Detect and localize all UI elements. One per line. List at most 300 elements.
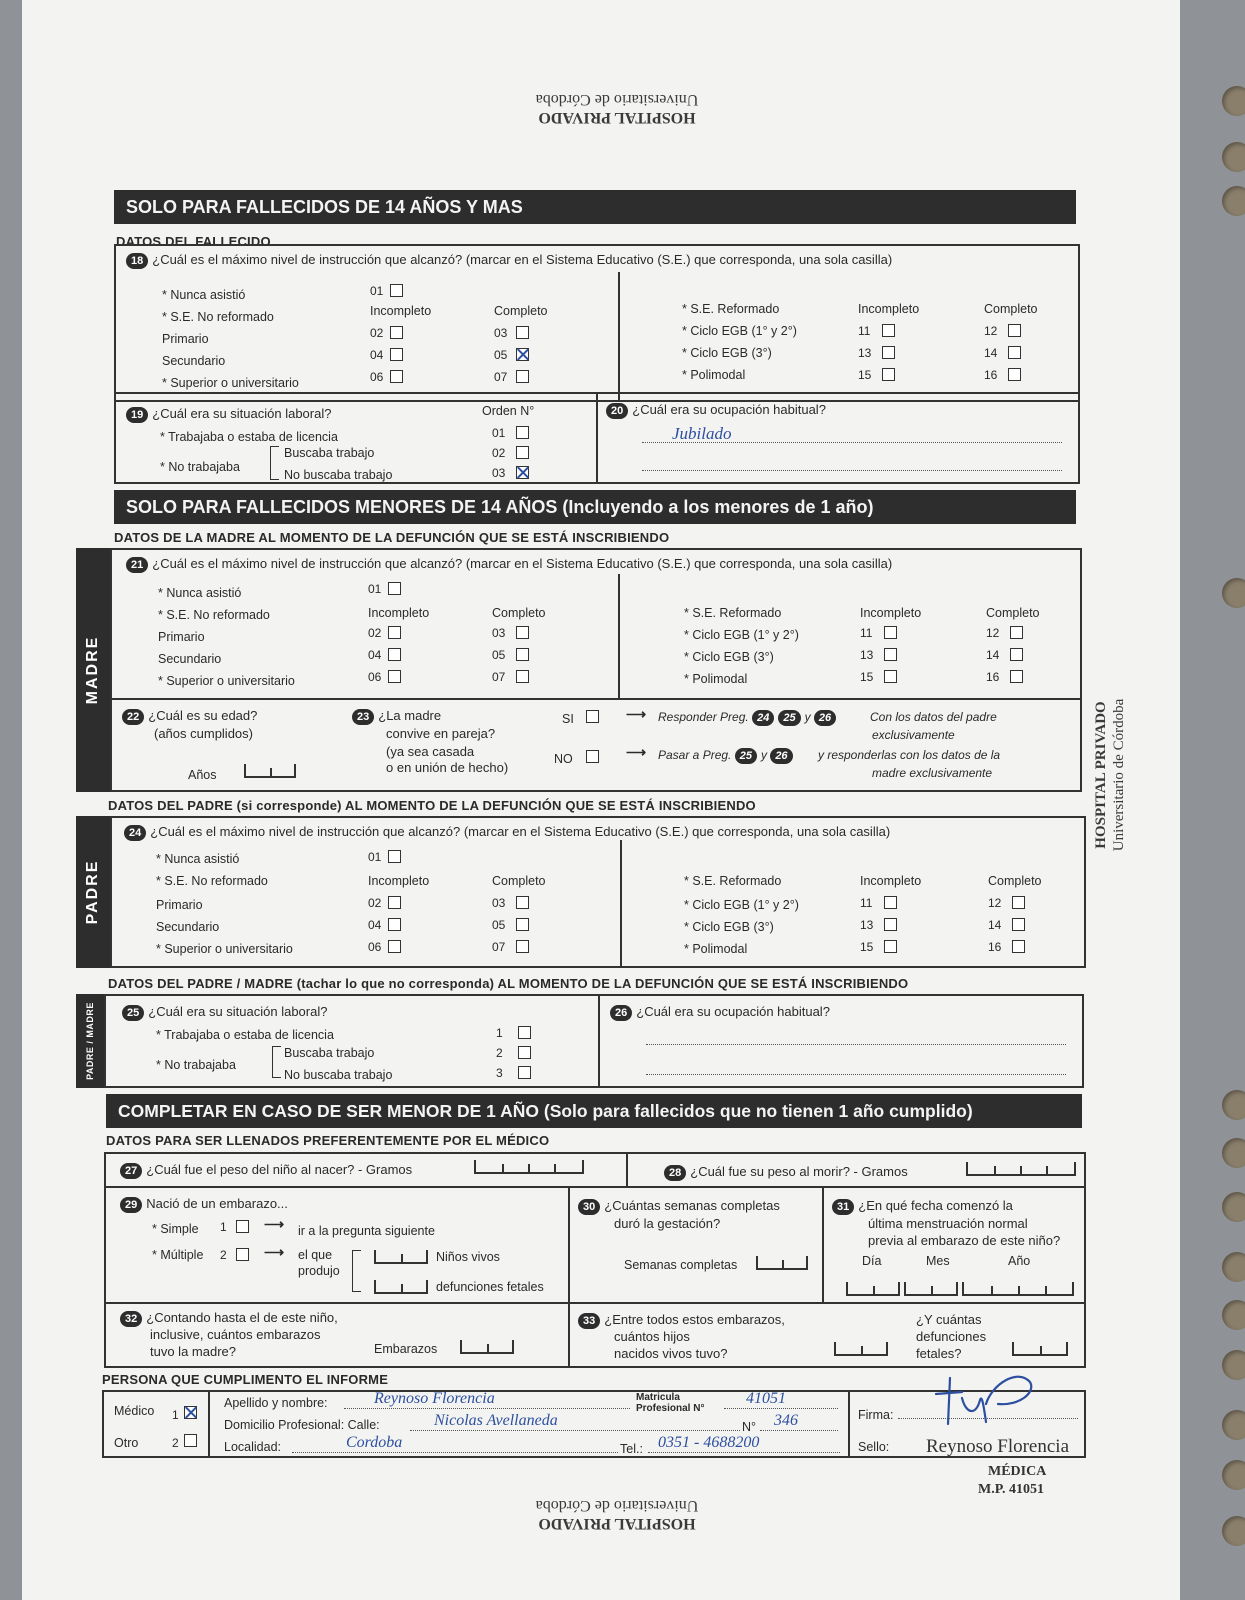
binder-hole — [1222, 1192, 1245, 1222]
code: 12 — [986, 626, 1000, 640]
code: 01 — [370, 284, 384, 298]
dia-label: Día — [862, 1254, 882, 1268]
code: 02 — [368, 626, 382, 640]
code: 02 — [370, 326, 384, 340]
superior-label: * Superior o universitario — [158, 674, 295, 688]
numero-label: N° — [742, 1420, 757, 1434]
madre-side-label — [76, 548, 110, 792]
egb3-label: * Ciclo EGB (3°) — [682, 346, 772, 360]
checkbox-multiple[interactable] — [236, 1248, 249, 1261]
checkbox-nunca[interactable] — [390, 284, 403, 297]
checkbox-24-16[interactable] — [1012, 940, 1025, 953]
divider — [598, 994, 600, 1088]
checkbox-si[interactable] — [586, 710, 599, 723]
incompleto-header: Incompleto — [368, 874, 430, 888]
checkbox-13[interactable] — [882, 346, 895, 359]
code: 12 — [984, 324, 998, 338]
dia-field[interactable] — [846, 1282, 900, 1296]
checkbox-24-06[interactable] — [388, 940, 401, 953]
matricula-label — [636, 1392, 704, 1414]
divider — [822, 1186, 824, 1304]
q32-question — [120, 1310, 338, 1327]
q28-question — [664, 1164, 908, 1181]
code: 01 — [368, 850, 382, 864]
binder-hole — [1222, 1410, 1245, 1440]
egb12-label: * Ciclo EGB (1° y 2°) — [682, 324, 797, 338]
binder-hole — [1222, 1300, 1245, 1330]
code: 05 — [492, 648, 506, 662]
checkbox-21-04[interactable] — [388, 648, 401, 661]
code: 07 — [492, 670, 506, 684]
checkbox-15[interactable] — [882, 368, 895, 381]
superior-label: * Superior o universitario — [156, 942, 293, 956]
code: 15 — [860, 670, 874, 684]
firma-label: Firma: — [858, 1408, 894, 1422]
no-reformado-label: * S.E. No reformado — [156, 874, 268, 888]
q20-text: ¿Cuál era su ocupación habitual? — [632, 402, 826, 417]
numero-value[interactable]: 346 — [774, 1412, 798, 1429]
no-buscaba-label: No buscaba trabajo — [284, 468, 393, 482]
checkbox-24-14[interactable] — [1012, 918, 1025, 931]
divider — [618, 272, 620, 400]
side-text: PADRE / MADRE — [85, 1002, 95, 1080]
q22-sub: (años cumplidos) — [154, 726, 253, 741]
code: 11 — [860, 896, 873, 910]
tel-value[interactable]: 0351 - 4688200 — [658, 1434, 760, 1451]
q24-text: ¿Cuál es el máximo nivel de instrucción que alcanzó? (marcar en el Sistema Educativo (S.E.) que corresponda, una sola casilla) — [150, 824, 891, 839]
checkbox-21-16[interactable] — [1010, 670, 1023, 683]
padre-madre-side-label — [76, 994, 104, 1088]
si-note2: exclusivamente — [872, 728, 955, 742]
code: 05 — [494, 348, 508, 362]
binder-hole — [1222, 86, 1245, 116]
q25-question — [122, 1004, 327, 1021]
si-note1: Con los datos del padre — [870, 710, 997, 724]
q19-text: ¿Cuál era su situación laboral? — [152, 406, 332, 421]
q33-number: 33 — [578, 1313, 600, 1329]
form-sheet — [22, 0, 1180, 1600]
anio-label: Año — [1008, 1254, 1031, 1268]
q27-number: 27 — [120, 1163, 142, 1179]
sello-name: Reynoso Florencia — [926, 1436, 1070, 1457]
code: 15 — [858, 368, 872, 382]
checkbox-19-01[interactable] — [516, 426, 529, 439]
q32-line1: ¿Contando hasta el de este niño, — [146, 1310, 338, 1325]
q23-line3: (ya sea casada — [386, 744, 475, 759]
informe-title: PERSONA QUE CUMPLIMENTO EL INFORME — [102, 1372, 389, 1387]
apellido-line — [344, 1408, 630, 1409]
q26-question — [610, 1004, 830, 1021]
code: 06 — [368, 670, 382, 684]
side-text: PADRE — [84, 859, 101, 925]
q32-number: 32 — [120, 1311, 142, 1327]
checkbox-21-06[interactable] — [388, 670, 401, 683]
otro-label: Otro — [114, 1436, 139, 1450]
si-action-text: Responder Preg. — [658, 710, 749, 725]
arrow-right-icon: ⟶ — [264, 1216, 285, 1232]
fetales-label: defunciones fetales — [436, 1280, 544, 1294]
peso-morir-field[interactable] — [966, 1162, 1076, 1176]
code: 13 — [860, 648, 874, 662]
checkbox-21-02[interactable] — [388, 626, 401, 639]
mes-label: Mes — [926, 1254, 950, 1268]
q30-line1: ¿Cuántas semanas completas — [604, 1198, 780, 1213]
egb3-label: * Ciclo EGB (3°) — [684, 920, 774, 934]
no-buscaba-label: No buscaba trabajo — [284, 1068, 393, 1082]
code: 16 — [986, 670, 1000, 684]
superior-label: * Superior o universitario — [162, 376, 299, 390]
nunca-label: * Nunca asistió — [156, 852, 240, 866]
padre-side-label — [76, 816, 110, 968]
checkbox-simple[interactable] — [236, 1220, 249, 1233]
checkbox-otro[interactable] — [184, 1434, 197, 1447]
checkbox-21-11[interactable] — [884, 626, 897, 639]
q18-question — [126, 252, 892, 269]
incompleto-header: Incompleto — [860, 874, 922, 888]
q23-line4: o en unión de hecho) — [386, 760, 509, 775]
checkbox-21-03[interactable] — [516, 626, 529, 639]
signature-image — [922, 1364, 1062, 1434]
q26-line-2[interactable] — [646, 1074, 1066, 1075]
q20-answer[interactable]: Jubilado — [672, 424, 732, 443]
q23-question — [352, 708, 441, 725]
defunciones-fetales-field[interactable] — [374, 1280, 428, 1294]
incompleto-header: Incompleto — [860, 606, 922, 620]
localidad-value[interactable]: Cordoba — [346, 1434, 403, 1451]
no-reformado-label: * S.E. No reformado — [158, 608, 270, 622]
checkbox-02[interactable] — [390, 326, 403, 339]
checkbox-24-05[interactable] — [516, 918, 529, 931]
checkbox-21-01[interactable] — [388, 582, 401, 595]
code: 06 — [370, 370, 384, 384]
q22-question — [122, 708, 257, 725]
matricula-label2: Profesional N° — [636, 1403, 705, 1414]
nunca-label: * Nunca asistió — [162, 288, 246, 302]
checkbox-21-13[interactable] — [884, 648, 897, 661]
defunciones-field[interactable] — [1012, 1342, 1068, 1356]
section1-banner: SOLO PARA FALLECIDOS DE 14 AÑOS Y MAS — [114, 190, 1076, 224]
q29-text: Nació de un embarazo... — [146, 1196, 288, 1211]
code: 14 — [984, 346, 998, 360]
anios-digits-field[interactable] — [244, 764, 296, 778]
primario-label: Primario — [156, 898, 203, 912]
secundario-label: Secundario — [156, 920, 220, 934]
checkbox-21-14[interactable] — [1010, 648, 1023, 661]
q20-number: 20 — [606, 403, 628, 419]
q19-question — [126, 406, 331, 423]
hijos-vivos-field[interactable] — [834, 1342, 888, 1356]
checkbox-21-15[interactable] — [884, 670, 897, 683]
peso-nacer-field[interactable] — [474, 1160, 584, 1174]
binder-hole — [1222, 578, 1245, 608]
localidad-line — [292, 1452, 618, 1453]
checkbox-12[interactable] — [1008, 324, 1021, 337]
embarazos-field[interactable] — [460, 1340, 514, 1354]
buscaba-label: Buscaba trabajo — [284, 446, 375, 460]
medico-label: Médico — [114, 1404, 155, 1418]
q23-line1: ¿La madre — [378, 708, 442, 723]
localidad-label: Localidad: — [224, 1440, 281, 1454]
checkbox-24-01[interactable] — [388, 850, 401, 863]
checkbox-24-07[interactable] — [516, 940, 529, 953]
polimodal-label: * Polimodal — [684, 672, 748, 686]
egb12-label: * Ciclo EGB (1° y 2°) — [684, 628, 799, 642]
no-trabajaba-label: * No trabajaba — [160, 460, 240, 474]
divider — [848, 1390, 850, 1458]
anio-field[interactable] — [962, 1282, 1074, 1296]
tel-line — [648, 1452, 840, 1453]
incompleto-header: Incompleto — [858, 302, 920, 316]
no-note1: y responderlas con los datos de la — [818, 748, 1001, 762]
q33-question — [578, 1312, 785, 1329]
sello-mp: M.P. 41051 — [978, 1482, 1044, 1497]
q31-question — [832, 1198, 1013, 1215]
q21-number: 21 — [126, 557, 148, 573]
code: 11 — [858, 324, 871, 338]
code: 2 — [496, 1046, 503, 1060]
ref-26: 26 — [814, 710, 836, 726]
arrow-right-icon: ⟶ — [626, 706, 647, 722]
q18-number: 18 — [126, 253, 148, 269]
section4-subtitle: DATOS DEL PADRE / MADRE (tachar lo que no corresponda) AL MOMENTO DE LA DEFUNCIÓN QUE SE ESTÁ INSCRIBIENDO — [108, 976, 909, 991]
code: 14 — [988, 918, 1002, 932]
code: 2 — [172, 1436, 179, 1450]
stamp-line2: Universitario de Córdoba — [535, 91, 699, 108]
q33-line1: ¿Entre todos estos embarazos, — [604, 1312, 785, 1327]
code: 13 — [858, 346, 872, 360]
reformado-label: * S.E. Reformado — [682, 302, 780, 316]
code: 05 — [492, 918, 506, 932]
divider — [618, 574, 620, 698]
divider — [596, 392, 598, 484]
bracket — [272, 1046, 281, 1078]
code: 14 — [986, 648, 1000, 662]
anios-label: Años — [188, 768, 217, 782]
hospital-stamp-bottom — [492, 1496, 742, 1532]
checkbox-06[interactable] — [390, 370, 403, 383]
bracket — [270, 446, 279, 480]
checkbox-21-05[interactable] — [516, 648, 529, 661]
completo-header: Completo — [988, 874, 1042, 888]
vivos-label: Niños vivos — [436, 1250, 500, 1264]
checkbox-05-checked[interactable] — [516, 348, 529, 361]
y-text: y — [760, 748, 767, 763]
multiple-label: * Múltiple — [152, 1248, 204, 1262]
primario-label: Primario — [162, 332, 209, 346]
q30-line2: duró la gestación? — [614, 1216, 721, 1231]
si-label: SI — [562, 712, 574, 726]
checkbox-19-02[interactable] — [516, 446, 529, 459]
no-note2: madre exclusivamente — [872, 766, 993, 780]
section2-subtitle: DATOS DE LA MADRE AL MOMENTO DE LA DEFUNCIÓN QUE SE ESTÁ INSCRIBIENDO — [114, 530, 670, 545]
trabajaba-label: * Trabajaba o estaba de licencia — [156, 1028, 334, 1042]
mes-field[interactable] — [904, 1282, 958, 1296]
ref-25: 25 — [778, 710, 800, 726]
tel-label: Tel.: — [620, 1442, 643, 1456]
semanas-field[interactable] — [756, 1256, 808, 1270]
checkbox-24-03[interactable] — [516, 896, 529, 909]
code: 1 — [172, 1408, 179, 1422]
code: 02 — [492, 446, 506, 460]
reformado-label: * S.E. Reformado — [684, 606, 782, 620]
checkbox-04[interactable] — [390, 348, 403, 361]
checkbox-24-02[interactable] — [388, 896, 401, 909]
code: 01 — [368, 582, 382, 596]
q24-number: 24 — [124, 825, 146, 841]
q23-number: 23 — [352, 709, 374, 725]
code: 03 — [492, 626, 506, 640]
stamp-line1: HOSPITAL PRIVADO — [538, 1515, 696, 1532]
matricula-label1: Matricula — [636, 1392, 680, 1403]
domicilio-value[interactable]: Nicolas Avellaneda — [434, 1412, 558, 1429]
section5-banner: COMPLETAR EN CASO DE SER MENOR DE 1 AÑO (Solo para fallecidos que no tienen 1 año cumplido) — [106, 1094, 1082, 1128]
section5-subtitle: DATOS PARA SER LLENADOS PREFERENTEMENTE POR EL MÉDICO — [106, 1133, 550, 1148]
checkbox-medico-checked[interactable] — [184, 1406, 197, 1419]
q29-number: 29 — [120, 1197, 142, 1213]
stamp-line2: Universitario de Córdoba — [1111, 698, 1127, 852]
completo-header: Completo — [492, 606, 546, 620]
q26-line[interactable] — [646, 1044, 1066, 1045]
apellido-label: Apellido y nombre: — [224, 1396, 328, 1410]
checkbox-24-13[interactable] — [884, 918, 897, 931]
q26-number: 26 — [610, 1005, 632, 1021]
matricula-value[interactable]: 41051 — [746, 1390, 786, 1407]
simple-label: * Simple — [152, 1222, 199, 1236]
code: 06 — [368, 940, 382, 954]
no-label: NO — [554, 752, 573, 766]
q32-line3: tuvo la madre? — [150, 1344, 236, 1359]
checkbox-25-2[interactable] — [518, 1046, 531, 1059]
completo-header: Completo — [986, 606, 1040, 620]
checkbox-07[interactable] — [516, 370, 529, 383]
orden-header: Orden N° — [482, 404, 535, 418]
embarazos-label: Embarazos — [374, 1342, 438, 1356]
divider — [620, 840, 622, 966]
checkbox-25-3[interactable] — [518, 1066, 531, 1079]
checkbox-24-12[interactable] — [1012, 896, 1025, 909]
primario-label: Primario — [158, 630, 205, 644]
binder-hole — [1222, 142, 1245, 172]
divider — [208, 1390, 210, 1458]
q18-text: ¿Cuál es el máximo nivel de instrucción que alcanzó? (marcar en el Sistema Educativo (S.E.) que corresponda, una sola casilla) — [152, 252, 893, 267]
domicilio-label: Domicilio Profesional: Calle: — [224, 1418, 380, 1432]
domicilio-line — [410, 1430, 740, 1431]
q22-text: ¿Cuál es su edad? — [148, 708, 258, 723]
q21-text: ¿Cuál es el máximo nivel de instrucción que alcanzó? (marcar en el Sistema Educativo (S.E.) que corresponda, una sola casilla) — [152, 556, 893, 571]
divider — [626, 1152, 628, 1188]
no-action-text: Pasar a Preg. — [658, 748, 732, 763]
q30-number: 30 — [578, 1199, 600, 1215]
buscaba-label: Buscaba trabajo — [284, 1046, 375, 1060]
binder-hole — [1222, 1460, 1245, 1490]
q33-line3: nacidos vivos tuvo? — [614, 1346, 728, 1361]
q30-question — [578, 1198, 780, 1215]
secundario-label: Secundario — [158, 652, 222, 666]
checkbox-no[interactable] — [586, 750, 599, 763]
divider — [568, 1186, 570, 1304]
code: 03 — [494, 326, 508, 340]
polimodal-label: * Polimodal — [684, 942, 748, 956]
ninos-vivos-field[interactable] — [374, 1250, 428, 1264]
section2-banner: SOLO PARA FALLECIDOS MENORES DE 14 AÑOS (Incluyendo a los menores de 1 año) — [114, 490, 1076, 524]
bracket — [352, 1250, 361, 1292]
checkbox-16[interactable] — [1008, 368, 1021, 381]
binder-hole — [1222, 1138, 1245, 1168]
code: 04 — [370, 348, 384, 362]
binder-hole — [1222, 1090, 1245, 1120]
code: 01 — [492, 426, 506, 440]
y-text: y — [804, 710, 811, 725]
q19-number: 19 — [126, 407, 148, 423]
q23-line2: convive en pareja? — [386, 726, 496, 741]
q32-line2: inclusive, cuántos embarazos — [150, 1327, 321, 1342]
no-reformado-label: * S.E. No reformado — [162, 310, 274, 324]
checkbox-24-04[interactable] — [388, 918, 401, 931]
q31-line2: última menstruación normal — [868, 1216, 1028, 1231]
code: 13 — [860, 918, 874, 932]
q25-number: 25 — [122, 1005, 144, 1021]
code: 1 — [496, 1026, 503, 1040]
code: 16 — [988, 940, 1002, 954]
hospital-stamp-side — [1080, 690, 1140, 860]
q20-line-2 — [642, 470, 1062, 471]
trabajaba-label: * Trabajaba o estaba de licencia — [160, 430, 338, 444]
q28-number: 28 — [664, 1165, 686, 1181]
code: 1 — [220, 1220, 227, 1234]
code: 2 — [220, 1248, 227, 1262]
q33-right2: defunciones — [916, 1329, 987, 1344]
no-trabajaba-label: * No trabajaba — [156, 1058, 236, 1072]
q22-number: 22 — [122, 709, 144, 725]
stamp-line2: Universitario de Córdoba — [535, 1497, 699, 1514]
ref-25: 25 — [735, 748, 757, 764]
q33-right3: fetales? — [916, 1346, 962, 1361]
checkbox-25-1[interactable] — [518, 1026, 531, 1039]
q31-number: 31 — [832, 1199, 854, 1215]
binder-hole — [1222, 186, 1245, 216]
hospital-stamp-top — [492, 90, 742, 126]
checkbox-03[interactable] — [516, 326, 529, 339]
q31-line3: previa al embarazo de este niño? — [868, 1233, 1061, 1248]
checkbox-24-11[interactable] — [884, 896, 897, 909]
checkbox-21-12[interactable] — [1010, 626, 1023, 639]
code: 07 — [494, 370, 508, 384]
completo-header: Completo — [494, 304, 548, 318]
code: 11 — [860, 626, 873, 640]
code: 16 — [984, 368, 998, 382]
divider — [568, 1302, 570, 1368]
sello-label: Sello: — [858, 1440, 890, 1454]
ref-26: 26 — [770, 748, 792, 764]
checkbox-11[interactable] — [882, 324, 895, 337]
incompleto-header: Incompleto — [368, 606, 430, 620]
section3-subtitle: DATOS DEL PADRE (si corresponde) AL MOMENTO DE LA DEFUNCIÓN QUE SE ESTÁ INSCRIBIENDO — [108, 798, 756, 813]
no-action-label — [658, 748, 797, 764]
checkbox-14[interactable] — [1008, 346, 1021, 359]
arrow-right-icon: ⟶ — [264, 1244, 285, 1260]
checkbox-19-03-checked[interactable] — [516, 466, 529, 479]
apellido-value[interactable]: Reynoso Florencia — [374, 1390, 495, 1407]
code: 15 — [860, 940, 874, 954]
binder-hole — [1222, 1516, 1245, 1546]
simple-action: ir a la pregunta siguiente — [298, 1224, 435, 1238]
el-que-label: el que — [298, 1248, 333, 1262]
checkbox-24-15[interactable] — [884, 940, 897, 953]
q33-line2: cuántos hijos — [614, 1329, 690, 1344]
stamp-line1: HOSPITAL PRIVADO — [538, 109, 696, 126]
binder-hole — [1222, 1350, 1245, 1380]
checkbox-21-07[interactable] — [516, 670, 529, 683]
